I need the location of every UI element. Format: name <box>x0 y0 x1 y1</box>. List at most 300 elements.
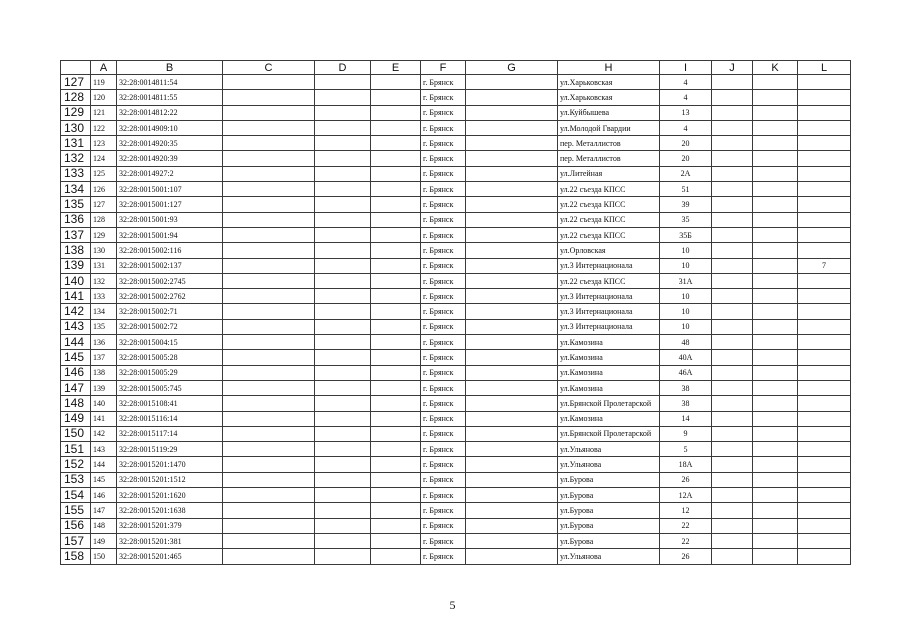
cell-e[interactable] <box>371 472 421 487</box>
cell-j[interactable] <box>712 549 753 564</box>
cell-g[interactable] <box>466 488 558 503</box>
cell-g[interactable] <box>466 182 558 197</box>
row-number[interactable]: 138 <box>61 243 91 258</box>
cell-f[interactable]: г. Брянск <box>421 533 466 548</box>
cell-l[interactable] <box>798 488 851 503</box>
cell-c[interactable] <box>223 258 315 273</box>
cell-d[interactable] <box>315 335 371 350</box>
cell-b[interactable]: 32:28:0015201:1512 <box>117 472 223 487</box>
cell-a[interactable]: 138 <box>91 365 117 380</box>
cell-j[interactable] <box>712 533 753 548</box>
cell-e[interactable] <box>371 457 421 472</box>
cell-d[interactable] <box>315 151 371 166</box>
cell-d[interactable] <box>315 488 371 503</box>
row-number[interactable]: 135 <box>61 197 91 212</box>
cell-e[interactable] <box>371 273 421 288</box>
cell-h[interactable]: ул.3 Интернационала <box>558 289 660 304</box>
cell-k[interactable] <box>753 426 798 441</box>
cell-f[interactable]: г. Брянск <box>421 518 466 533</box>
cell-c[interactable] <box>223 411 315 426</box>
cell-h[interactable]: ул.Камозина <box>558 365 660 380</box>
row-number[interactable]: 134 <box>61 182 91 197</box>
cell-j[interactable] <box>712 90 753 105</box>
row-number[interactable]: 131 <box>61 136 91 151</box>
cell-a[interactable]: 134 <box>91 304 117 319</box>
cell-l[interactable] <box>798 533 851 548</box>
cell-g[interactable] <box>466 227 558 242</box>
cell-f[interactable]: г. Брянск <box>421 350 466 365</box>
cell-c[interactable] <box>223 533 315 548</box>
cell-e[interactable] <box>371 503 421 518</box>
cell-k[interactable] <box>753 457 798 472</box>
cell-c[interactable] <box>223 304 315 319</box>
cell-l[interactable] <box>798 319 851 334</box>
row-number[interactable]: 130 <box>61 120 91 135</box>
cell-g[interactable] <box>466 166 558 181</box>
cell-i[interactable]: 26 <box>660 472 712 487</box>
cell-g[interactable] <box>466 426 558 441</box>
cell-i[interactable]: 10 <box>660 319 712 334</box>
cell-h[interactable]: ул.3 Интернационала <box>558 319 660 334</box>
cell-j[interactable] <box>712 151 753 166</box>
row-number[interactable]: 143 <box>61 319 91 334</box>
cell-k[interactable] <box>753 365 798 380</box>
cell-i[interactable]: 2А <box>660 166 712 181</box>
cell-i[interactable]: 18А <box>660 457 712 472</box>
cell-a[interactable]: 139 <box>91 380 117 395</box>
cell-i[interactable]: 5 <box>660 442 712 457</box>
row-number[interactable]: 144 <box>61 335 91 350</box>
cell-d[interactable] <box>315 518 371 533</box>
cell-e[interactable] <box>371 488 421 503</box>
cell-b[interactable]: 32:28:0015001:107 <box>117 182 223 197</box>
cell-a[interactable]: 122 <box>91 120 117 135</box>
cell-e[interactable] <box>371 426 421 441</box>
cell-c[interactable] <box>223 182 315 197</box>
cell-j[interactable] <box>712 472 753 487</box>
column-header-i[interactable]: I <box>660 61 712 75</box>
cell-d[interactable] <box>315 549 371 564</box>
cell-h[interactable]: ул.22 съезда КПСС <box>558 182 660 197</box>
cell-h[interactable]: ул.Литейная <box>558 166 660 181</box>
column-header-f[interactable]: F <box>421 61 466 75</box>
cell-i[interactable]: 4 <box>660 120 712 135</box>
cell-c[interactable] <box>223 365 315 380</box>
cell-e[interactable] <box>371 396 421 411</box>
row-number[interactable]: 128 <box>61 90 91 105</box>
cell-g[interactable] <box>466 105 558 120</box>
cell-j[interactable] <box>712 380 753 395</box>
cell-c[interactable] <box>223 335 315 350</box>
row-number[interactable]: 139 <box>61 258 91 273</box>
cell-e[interactable] <box>371 304 421 319</box>
cell-k[interactable] <box>753 350 798 365</box>
cell-l[interactable] <box>798 289 851 304</box>
cell-g[interactable] <box>466 258 558 273</box>
cell-d[interactable] <box>315 212 371 227</box>
cell-h[interactable]: ул.Молодой Гвардии <box>558 120 660 135</box>
cell-g[interactable] <box>466 380 558 395</box>
cell-f[interactable]: г. Брянск <box>421 273 466 288</box>
cell-e[interactable] <box>371 166 421 181</box>
cell-f[interactable]: г. Брянск <box>421 75 466 90</box>
cell-l[interactable] <box>798 75 851 90</box>
row-number[interactable]: 137 <box>61 227 91 242</box>
cell-g[interactable] <box>466 289 558 304</box>
cell-c[interactable] <box>223 472 315 487</box>
row-number[interactable]: 153 <box>61 472 91 487</box>
cell-f[interactable]: г. Брянск <box>421 182 466 197</box>
cell-g[interactable] <box>466 549 558 564</box>
row-number[interactable]: 154 <box>61 488 91 503</box>
cell-j[interactable] <box>712 166 753 181</box>
cell-l[interactable] <box>798 365 851 380</box>
cell-l[interactable] <box>798 549 851 564</box>
cell-c[interactable] <box>223 136 315 151</box>
cell-j[interactable] <box>712 319 753 334</box>
cell-i[interactable]: 20 <box>660 151 712 166</box>
cell-b[interactable]: 32:28:0015001:94 <box>117 227 223 242</box>
cell-e[interactable] <box>371 411 421 426</box>
cell-j[interactable] <box>712 335 753 350</box>
cell-c[interactable] <box>223 75 315 90</box>
cell-g[interactable] <box>466 151 558 166</box>
cell-h[interactable]: ул.Бурова <box>558 503 660 518</box>
cell-c[interactable] <box>223 212 315 227</box>
cell-c[interactable] <box>223 151 315 166</box>
cell-b[interactable]: 32:28:0015201:1620 <box>117 488 223 503</box>
cell-j[interactable] <box>712 227 753 242</box>
cell-e[interactable] <box>371 365 421 380</box>
cell-h[interactable]: ул.Камозина <box>558 335 660 350</box>
cell-i[interactable]: 38 <box>660 380 712 395</box>
cell-a[interactable]: 137 <box>91 350 117 365</box>
cell-d[interactable] <box>315 120 371 135</box>
cell-b[interactable]: 32:28:0014811:55 <box>117 90 223 105</box>
cell-a[interactable]: 149 <box>91 533 117 548</box>
cell-b[interactable]: 32:28:0015002:72 <box>117 319 223 334</box>
cell-b[interactable]: 32:28:0015005:28 <box>117 350 223 365</box>
cell-g[interactable] <box>466 442 558 457</box>
cell-b[interactable]: 32:28:0014920:39 <box>117 151 223 166</box>
cell-f[interactable]: г. Брянск <box>421 442 466 457</box>
cell-k[interactable] <box>753 533 798 548</box>
column-header-a[interactable]: A <box>91 61 117 75</box>
cell-c[interactable] <box>223 289 315 304</box>
cell-i[interactable]: 46А <box>660 365 712 380</box>
cell-a[interactable]: 125 <box>91 166 117 181</box>
cell-b[interactable]: 32:28:0015001:127 <box>117 197 223 212</box>
cell-j[interactable] <box>712 120 753 135</box>
cell-i[interactable]: 12 <box>660 503 712 518</box>
cell-d[interactable] <box>315 166 371 181</box>
cell-e[interactable] <box>371 151 421 166</box>
cell-f[interactable]: г. Брянск <box>421 212 466 227</box>
cell-f[interactable]: г. Брянск <box>421 197 466 212</box>
cell-l[interactable] <box>798 304 851 319</box>
cell-k[interactable] <box>753 549 798 564</box>
cell-h[interactable]: ул.22 съезда КПСС <box>558 212 660 227</box>
row-number[interactable]: 127 <box>61 75 91 90</box>
cell-b[interactable]: 32:28:0014812:22 <box>117 105 223 120</box>
cell-h[interactable]: ул.22 съезда КПСС <box>558 227 660 242</box>
row-number[interactable]: 150 <box>61 426 91 441</box>
cell-g[interactable] <box>466 335 558 350</box>
cell-h[interactable]: пер. Металлистов <box>558 151 660 166</box>
cell-a[interactable]: 145 <box>91 472 117 487</box>
cell-f[interactable]: г. Брянск <box>421 411 466 426</box>
cell-b[interactable]: 32:28:0015117:14 <box>117 426 223 441</box>
cell-d[interactable] <box>315 136 371 151</box>
cell-j[interactable] <box>712 182 753 197</box>
cell-e[interactable] <box>371 90 421 105</box>
cell-c[interactable] <box>223 166 315 181</box>
cell-i[interactable]: 38 <box>660 396 712 411</box>
cell-i[interactable]: 10 <box>660 243 712 258</box>
cell-j[interactable] <box>712 75 753 90</box>
cell-f[interactable]: г. Брянск <box>421 426 466 441</box>
cell-c[interactable] <box>223 442 315 457</box>
cell-j[interactable] <box>712 304 753 319</box>
cell-i[interactable]: 4 <box>660 90 712 105</box>
cell-h[interactable]: ул.3 Интернационала <box>558 258 660 273</box>
cell-c[interactable] <box>223 457 315 472</box>
cell-d[interactable] <box>315 380 371 395</box>
cell-h[interactable]: пер. Металлистов <box>558 136 660 151</box>
cell-a[interactable]: 121 <box>91 105 117 120</box>
cell-j[interactable] <box>712 136 753 151</box>
cell-i[interactable]: 26 <box>660 549 712 564</box>
cell-e[interactable] <box>371 182 421 197</box>
cell-d[interactable] <box>315 258 371 273</box>
cell-l[interactable] <box>798 166 851 181</box>
cell-i[interactable]: 22 <box>660 533 712 548</box>
cell-k[interactable] <box>753 90 798 105</box>
column-header-g[interactable]: G <box>466 61 558 75</box>
cell-c[interactable] <box>223 503 315 518</box>
cell-b[interactable]: 32:28:0014927:2 <box>117 166 223 181</box>
cell-k[interactable] <box>753 212 798 227</box>
cell-e[interactable] <box>371 442 421 457</box>
cell-d[interactable] <box>315 411 371 426</box>
cell-l[interactable] <box>798 197 851 212</box>
cell-h[interactable]: ул.Бурова <box>558 472 660 487</box>
cell-f[interactable]: г. Брянск <box>421 549 466 564</box>
cell-l[interactable] <box>798 243 851 258</box>
cell-h[interactable]: ул.Ульянова <box>558 442 660 457</box>
cell-l[interactable] <box>798 182 851 197</box>
cell-f[interactable]: г. Брянск <box>421 457 466 472</box>
cell-f[interactable]: г. Брянск <box>421 166 466 181</box>
cell-k[interactable] <box>753 319 798 334</box>
cell-g[interactable] <box>466 319 558 334</box>
cell-c[interactable] <box>223 380 315 395</box>
cell-k[interactable] <box>753 136 798 151</box>
cell-i[interactable]: 13 <box>660 105 712 120</box>
cell-k[interactable] <box>753 488 798 503</box>
cell-i[interactable]: 4 <box>660 75 712 90</box>
cell-j[interactable] <box>712 396 753 411</box>
cell-f[interactable]: г. Брянск <box>421 365 466 380</box>
cell-b[interactable]: 32:28:0015116:14 <box>117 411 223 426</box>
cell-k[interactable] <box>753 396 798 411</box>
cell-l[interactable] <box>798 396 851 411</box>
cell-i[interactable]: 10 <box>660 304 712 319</box>
cell-h[interactable]: ул.3 Интернационала <box>558 304 660 319</box>
cell-g[interactable] <box>466 396 558 411</box>
cell-b[interactable]: 32:28:0015002:137 <box>117 258 223 273</box>
row-number[interactable]: 142 <box>61 304 91 319</box>
column-header-d[interactable]: D <box>315 61 371 75</box>
cell-l[interactable] <box>798 380 851 395</box>
cell-h[interactable]: ул.Харьковская <box>558 75 660 90</box>
cell-g[interactable] <box>466 411 558 426</box>
cell-f[interactable]: г. Брянск <box>421 396 466 411</box>
cell-i[interactable]: 20 <box>660 136 712 151</box>
cell-d[interactable] <box>315 304 371 319</box>
cell-d[interactable] <box>315 472 371 487</box>
cell-e[interactable] <box>371 549 421 564</box>
cell-e[interactable] <box>371 197 421 212</box>
cell-c[interactable] <box>223 396 315 411</box>
cell-a[interactable]: 124 <box>91 151 117 166</box>
cell-f[interactable]: г. Брянск <box>421 136 466 151</box>
cell-f[interactable]: г. Брянск <box>421 304 466 319</box>
cell-e[interactable] <box>371 212 421 227</box>
row-number[interactable]: 133 <box>61 166 91 181</box>
cell-a[interactable]: 127 <box>91 197 117 212</box>
cell-d[interactable] <box>315 75 371 90</box>
cell-a[interactable]: 119 <box>91 75 117 90</box>
row-number[interactable]: 141 <box>61 289 91 304</box>
cell-a[interactable]: 135 <box>91 319 117 334</box>
cell-j[interactable] <box>712 258 753 273</box>
cell-h[interactable]: ул.Камозина <box>558 380 660 395</box>
cell-l[interactable] <box>798 273 851 288</box>
cell-d[interactable] <box>315 227 371 242</box>
row-number[interactable]: 136 <box>61 212 91 227</box>
cell-g[interactable] <box>466 365 558 380</box>
cell-b[interactable]: 32:28:0015108:41 <box>117 396 223 411</box>
cell-b[interactable]: 32:28:0015005:745 <box>117 380 223 395</box>
cell-g[interactable] <box>466 212 558 227</box>
cell-k[interactable] <box>753 411 798 426</box>
cell-k[interactable] <box>753 151 798 166</box>
cell-g[interactable] <box>466 350 558 365</box>
cell-k[interactable] <box>753 105 798 120</box>
row-number[interactable]: 148 <box>61 396 91 411</box>
cell-k[interactable] <box>753 304 798 319</box>
cell-l[interactable] <box>798 411 851 426</box>
cell-c[interactable] <box>223 426 315 441</box>
cell-k[interactable] <box>753 120 798 135</box>
cell-g[interactable] <box>466 472 558 487</box>
cell-g[interactable] <box>466 457 558 472</box>
cell-k[interactable] <box>753 335 798 350</box>
column-header-k[interactable]: K <box>753 61 798 75</box>
cell-l[interactable] <box>798 227 851 242</box>
cell-l[interactable] <box>798 105 851 120</box>
cell-i[interactable]: 22 <box>660 518 712 533</box>
cell-k[interactable] <box>753 503 798 518</box>
cell-b[interactable]: 32:28:0014811:54 <box>117 75 223 90</box>
cell-j[interactable] <box>712 518 753 533</box>
cell-j[interactable] <box>712 243 753 258</box>
cell-a[interactable]: 140 <box>91 396 117 411</box>
row-number[interactable]: 149 <box>61 411 91 426</box>
cell-d[interactable] <box>315 289 371 304</box>
cell-i[interactable]: 51 <box>660 182 712 197</box>
cell-j[interactable] <box>712 197 753 212</box>
cell-d[interactable] <box>315 90 371 105</box>
cell-a[interactable]: 123 <box>91 136 117 151</box>
cell-e[interactable] <box>371 243 421 258</box>
cell-k[interactable] <box>753 243 798 258</box>
cell-e[interactable] <box>371 380 421 395</box>
cell-k[interactable] <box>753 227 798 242</box>
cell-f[interactable]: г. Брянск <box>421 472 466 487</box>
row-number[interactable]: 132 <box>61 151 91 166</box>
cell-j[interactable] <box>712 105 753 120</box>
cell-b[interactable]: 32:28:0015201:1638 <box>117 503 223 518</box>
cell-l[interactable] <box>798 212 851 227</box>
cell-d[interactable] <box>315 396 371 411</box>
cell-b[interactable]: 32:28:0015201:381 <box>117 533 223 548</box>
cell-c[interactable] <box>223 273 315 288</box>
cell-g[interactable] <box>466 75 558 90</box>
cell-a[interactable]: 128 <box>91 212 117 227</box>
cell-h[interactable]: ул.Брянской Пролетарской <box>558 426 660 441</box>
cell-b[interactable]: 32:28:0014920:35 <box>117 136 223 151</box>
cell-l[interactable] <box>798 503 851 518</box>
cell-i[interactable]: 10 <box>660 289 712 304</box>
column-header-l[interactable]: L <box>798 61 851 75</box>
cell-d[interactable] <box>315 365 371 380</box>
cell-g[interactable] <box>466 243 558 258</box>
cell-l[interactable] <box>798 120 851 135</box>
cell-l[interactable] <box>798 151 851 166</box>
row-number[interactable]: 147 <box>61 380 91 395</box>
cell-a[interactable]: 129 <box>91 227 117 242</box>
cell-g[interactable] <box>466 273 558 288</box>
cell-k[interactable] <box>753 518 798 533</box>
row-number[interactable]: 145 <box>61 350 91 365</box>
cell-d[interactable] <box>315 457 371 472</box>
cell-f[interactable]: г. Брянск <box>421 120 466 135</box>
cell-k[interactable] <box>753 258 798 273</box>
cell-c[interactable] <box>223 243 315 258</box>
cell-d[interactable] <box>315 533 371 548</box>
cell-g[interactable] <box>466 533 558 548</box>
cell-k[interactable] <box>753 273 798 288</box>
cell-f[interactable]: г. Брянск <box>421 289 466 304</box>
row-number[interactable]: 129 <box>61 105 91 120</box>
cell-e[interactable] <box>371 518 421 533</box>
cell-h[interactable]: ул.Бурова <box>558 518 660 533</box>
cell-d[interactable] <box>315 273 371 288</box>
cell-k[interactable] <box>753 197 798 212</box>
cell-j[interactable] <box>712 273 753 288</box>
cell-c[interactable] <box>223 488 315 503</box>
cell-a[interactable]: 148 <box>91 518 117 533</box>
row-number[interactable]: 151 <box>61 442 91 457</box>
cell-f[interactable]: г. Брянск <box>421 503 466 518</box>
cell-b[interactable]: 32:28:0015005:29 <box>117 365 223 380</box>
cell-h[interactable]: ул.Бурова <box>558 488 660 503</box>
cell-i[interactable]: 39 <box>660 197 712 212</box>
cell-a[interactable]: 150 <box>91 549 117 564</box>
cell-e[interactable] <box>371 227 421 242</box>
